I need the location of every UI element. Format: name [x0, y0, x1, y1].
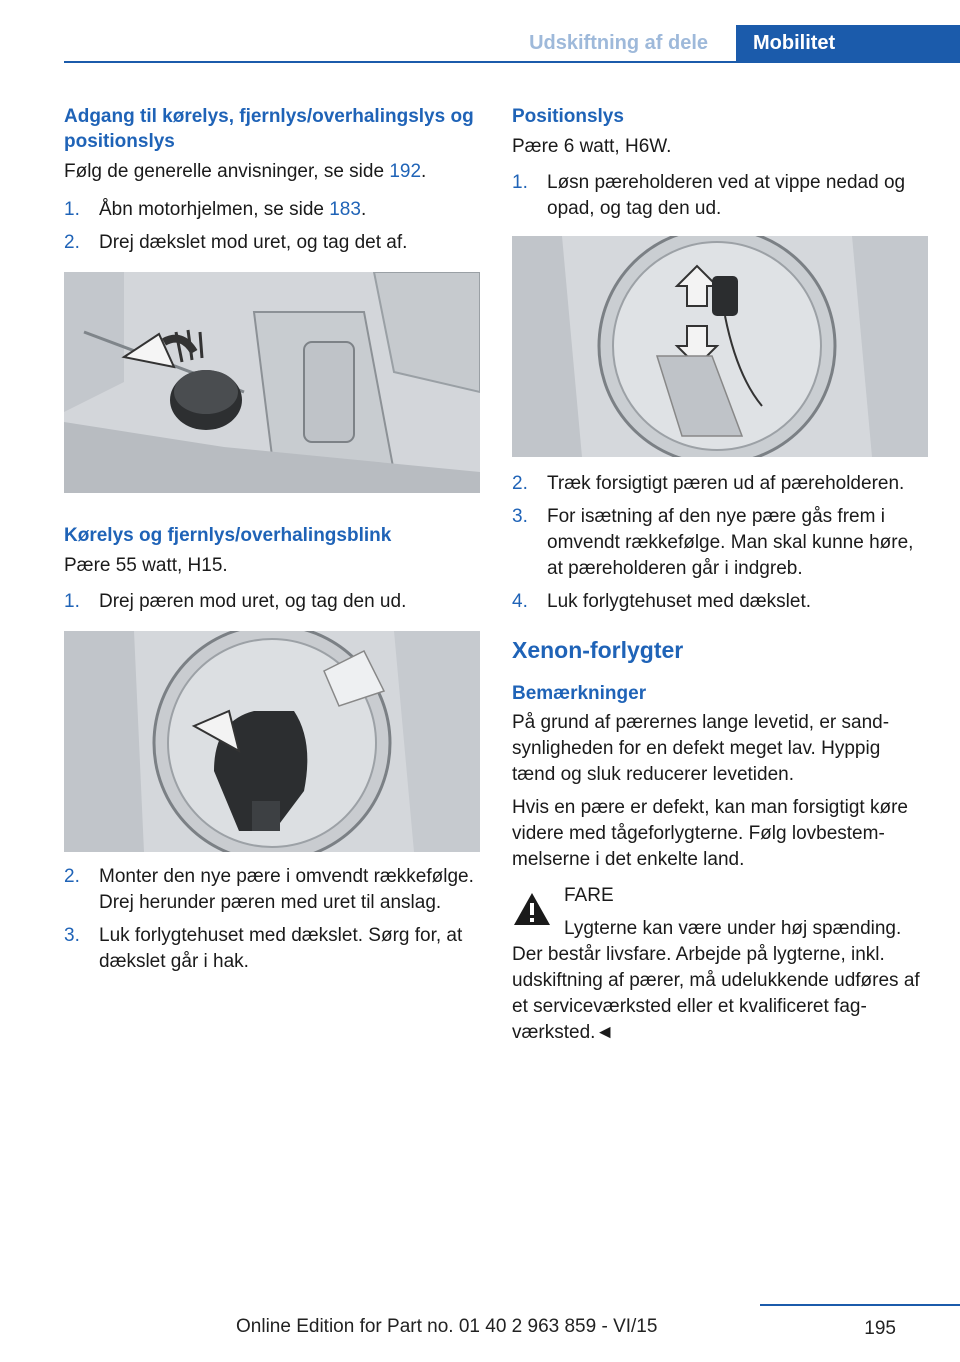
list-item: 2. Drej dækslet mod uret, og tag det af.: [64, 232, 408, 253]
steps-list-2: [64, 589, 480, 615]
warning-title: FARE: [564, 885, 614, 906]
list-item: 1. Løsn pæreholderen ved at vippe nedad og opad, og tag den ud.: [512, 172, 906, 219]
footer-rule: [760, 1304, 960, 1306]
list-item: 4. Luk forlygtehuset med dækslet.: [512, 591, 812, 612]
edition-note: Online Edition for Part no. 01 40 2 963 859 - VI/15: [236, 1316, 658, 1337]
headlight-illustration: [64, 631, 480, 852]
warning-text: Der består livsfare. Arbejde på lygterne, inkl. udskiftning af pærer, må udelukkende udføres af et serviceværksted eller et kvalificeret fagværksted.◄: [512, 944, 920, 1043]
warning-box: [512, 883, 928, 942]
page-number: 195: [864, 1318, 896, 1339]
right-column: [512, 104, 928, 1046]
page-link-183[interactable]: 183: [329, 199, 361, 220]
figure-position-bulb: [512, 236, 928, 457]
notes-paragraph-2: Hvis en pære er defekt, kan man forsigtigt køre videre med tågeforlygterne. Følg lovbestemmelserne i det enkelte land.: [512, 797, 908, 870]
steps-list-3: [64, 864, 480, 975]
steps-list-right-1: [512, 170, 928, 222]
warning-first-line: Lygterne kan være under høj spænding.: [564, 918, 902, 939]
low-beam-heading: Kørelys og fjernlys/overhalingsblink: [64, 525, 392, 546]
figure-headlight-bulb: [64, 631, 480, 852]
cover-illustration: [64, 272, 480, 493]
list-item: 3. For isætning af den nye pære gås frem i omvendt rækkefølge. Man skal kunne høre, at pæreholderen går i indgreb.: [512, 506, 914, 579]
list-item: 1. Åbn motorhjelmen, se side 183.: [64, 199, 367, 220]
list-item: 3. Luk forlygtehuset med dækslet. Sørg for, at dækslet går i hak.: [64, 925, 463, 972]
header-section-title: Udskiftning af dele: [529, 32, 708, 54]
intro-paragraph: Følg de generelle anvisninger, se side 192.: [64, 161, 427, 182]
figure-cover-removal: [64, 272, 480, 493]
header-chapter-tab: Mobilitet: [736, 25, 960, 61]
list-item: 2. Træk forsigtigt pæren ud af pæreholderen.: [512, 473, 905, 494]
position-bulb-illustration: [512, 236, 928, 457]
access-heading: Adgang til kørelys, fjernlys/overhalingslys og positionslys: [64, 106, 474, 152]
left-column: [64, 104, 480, 975]
header-rule: [64, 61, 960, 63]
warning-triangle-icon: [512, 891, 552, 927]
steps-list-right-2: [512, 471, 928, 615]
notes-paragraph-1: På grund af pærernes lange levetid, er sandsynligheden for en defekt meget lav. Hyppig tænd og sluk reducerer levetiden.: [512, 712, 890, 785]
position-light-heading: Positionslys: [512, 106, 624, 127]
xenon-heading: Xenon-forlygter: [512, 637, 684, 663]
list-item: 1. Drej pæren mod uret, og tag den ud.: [64, 591, 407, 612]
bulb-spec-h15: Pære 55 watt, H15.: [64, 555, 228, 576]
page-link-192[interactable]: 192: [389, 161, 422, 182]
list-item: 2. Monter den nye pære i omvendt rækkefølge. Drej herunder pæren med uret til anslag.: [64, 866, 474, 913]
notes-heading: Bemærkninger: [512, 683, 647, 704]
steps-list-1: [64, 197, 480, 256]
bulb-spec-h6w: Pære 6 watt, H6W.: [512, 136, 672, 157]
